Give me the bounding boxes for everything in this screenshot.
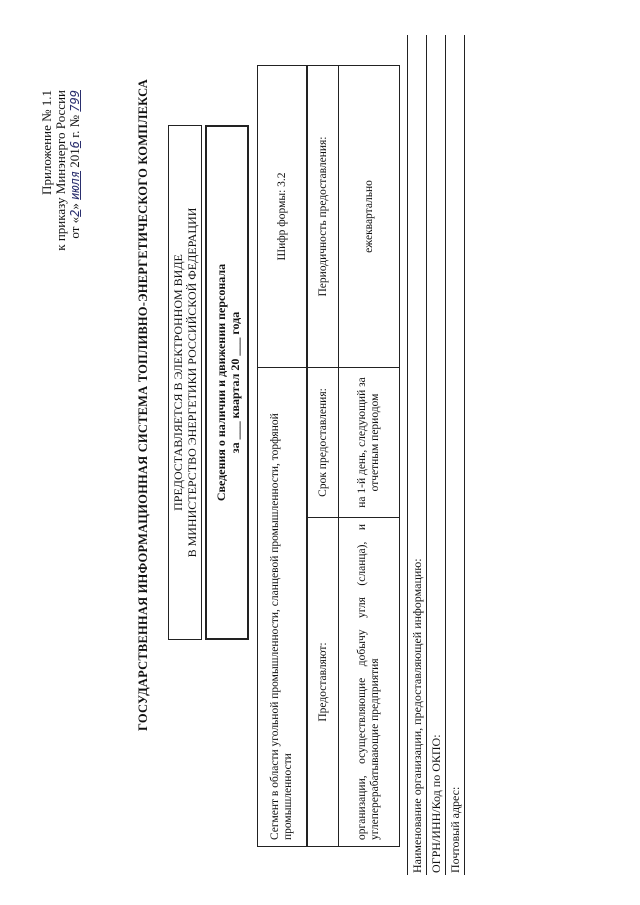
address-label: Почтовый адрес: [448,786,462,873]
table-cell-deadline: на 1-й день, следующий за отчетным периодом [338,367,400,518]
form-code: Шифр формы: 3.2 [275,172,288,261]
page-title: ГОСУДАРСТВЕННАЯ ИНФОРМАЦИОННАЯ СИСТЕМА ТОПЛИВНО-ЭНЕРГЕТИЧЕСКОГО КОМПЛЕКСА [136,79,150,731]
footer-rule-3 [464,35,465,875]
order-label: к приказу Минэнерго России [53,90,68,251]
footer-rule-1 [426,35,427,875]
footer-rule-2 [445,35,446,875]
submit-notice-box [168,125,202,640]
report-line-2: за ___ квартал 20 ___ года [228,311,242,454]
segment-text: Сегмент в области угольной промышленности, сланцевой промышленности, торфяной промышленности [269,413,294,840]
table-header-frequency: Периодичность предоставления: [307,65,339,368]
submit-line-2: В МИНИСТЕРСТВО ЭНЕРГЕТИКИ РОССИЙСКОЙ ФЕДЕРАЦИИ [185,207,199,558]
order-month: июля [68,170,82,200]
table-header-deadline: Срок предоставления: [307,367,339,518]
table-cell-submitters: организации, осуществляющие добычу угля (сланца), и углеперерабатывающие предприятия [338,517,400,847]
report-line-1: Сведения о наличии и движении персонала [214,263,228,502]
order-day: 2 [68,209,82,217]
order-number: 799 [68,90,82,112]
report-title-box [205,125,249,640]
org-name-label: Наименование организации, предоставляющей информацию: [410,558,424,873]
order-reference [40,90,82,390]
submit-line-1: ПРЕДОСТАВЛЯЕТСЯ В ЭЛЕКТРОННОМ ВИДЕ [171,254,185,511]
table-header-submitters: Предоставляют: [307,517,339,847]
order-year-digit: 6 [68,140,82,149]
segment-cell [257,367,307,847]
form-code-cell [257,65,307,368]
order-date-line: от «2» июля 2016 г. № 799 [67,90,82,239]
table-cell-frequency: ежеквартально [338,65,400,368]
appendix-label: Приложение № 1.1 [39,90,54,195]
footer-top-rule [407,35,408,875]
ogrn-label: ОГРН/ИНН/Код по ОКПО: [429,734,443,873]
